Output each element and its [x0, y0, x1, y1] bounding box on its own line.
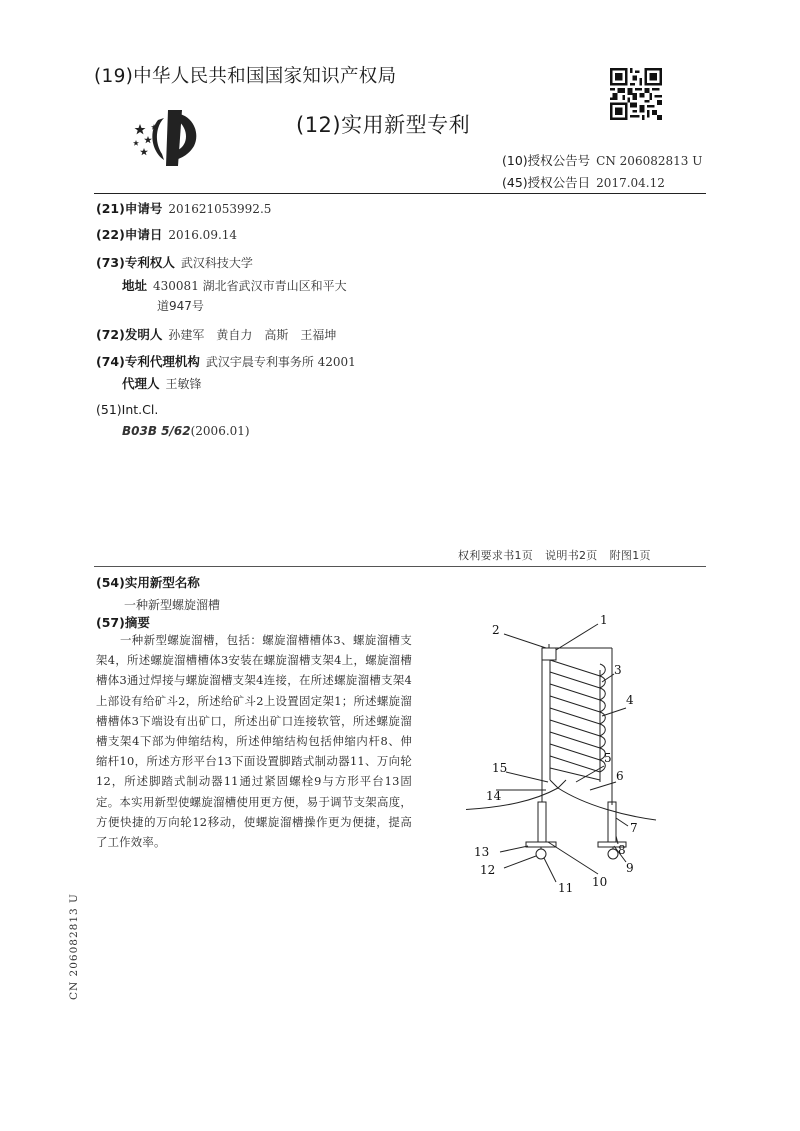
- publication-number-row: [502, 151, 702, 169]
- title-label: (54)实用新型名称: [96, 575, 200, 590]
- figure-label-14: 14: [486, 789, 502, 803]
- figure-label-7: 7: [630, 821, 638, 835]
- side-document-number: CN 206082813 U: [68, 893, 80, 1000]
- int-cl-code: B03B 5/62: [122, 424, 191, 438]
- utility-model-title: 一种新型螺旋溜槽: [124, 598, 221, 612]
- figure-label-5: 5: [604, 751, 612, 765]
- figure-label-11: 11: [558, 881, 574, 895]
- figure-label-3: 3: [614, 663, 622, 677]
- figure-label-4: 4: [626, 693, 634, 707]
- pub-number: CN 206082813 U: [596, 154, 703, 168]
- inventors-label: (72)发明人: [96, 327, 163, 342]
- application-date-row: [96, 225, 237, 243]
- figure-label-12: 12: [480, 863, 496, 877]
- inventors-row: [96, 325, 336, 343]
- agent-label: 代理人: [122, 376, 160, 391]
- spiral-chute-figure: [466, 610, 666, 910]
- publication-date-row: [502, 173, 665, 191]
- agency-label: (74)专利代理机构: [96, 354, 200, 369]
- claims-pages: 权利要求书1页: [458, 549, 534, 562]
- agent: 王敏锋: [165, 377, 202, 391]
- app-no: 201621053992.5: [168, 202, 272, 216]
- patentee: 武汉科技大学: [180, 256, 253, 270]
- int-cl-label: (51)Int.Cl.: [96, 402, 159, 417]
- int-cl-version: (2006.01): [190, 424, 250, 438]
- int-cl-row: [96, 402, 158, 417]
- app-no-label: (21)申请号: [96, 201, 163, 216]
- drawing-pages: 附图1页: [609, 549, 651, 562]
- pub-date-label: (45)授权公告日: [502, 175, 591, 190]
- figure-label-6: 6: [616, 769, 624, 783]
- description-pages: 说明书2页: [545, 549, 598, 562]
- agency: 武汉宇晨专利事务所 42001: [205, 355, 356, 369]
- app-date-label: (22)申请日: [96, 227, 163, 242]
- figure-label-10: 10: [592, 875, 608, 889]
- figure-label-15: 15: [492, 761, 508, 775]
- agent-row: [122, 374, 202, 392]
- address-label: 地址: [122, 278, 148, 293]
- figure-label-8: 8: [618, 843, 626, 857]
- figure-label-2: 2: [492, 623, 500, 637]
- figure-label-13: 13: [474, 845, 490, 859]
- agency-row: [96, 352, 356, 370]
- qr-code-icon: [610, 68, 662, 120]
- address-line1: 430081 湖北省武汉市青山区和平大: [153, 279, 347, 293]
- sipo-logo-icon: [128, 104, 212, 172]
- header-divider: [94, 193, 706, 194]
- figure-label-1: 1: [600, 613, 608, 627]
- inventors: 孙建军 黄自力 高斯 王福坤: [168, 328, 337, 342]
- app-date: 2016.09.14: [168, 228, 238, 242]
- body-divider: [94, 566, 706, 567]
- page-counts: [458, 547, 663, 563]
- address-line2: 道947号: [157, 299, 204, 313]
- pub-date: 2017.04.12: [596, 176, 665, 190]
- patent-type: (12)实用新型专利: [296, 113, 471, 137]
- figure-label-9: 9: [626, 861, 634, 875]
- application-number-row: [96, 199, 271, 217]
- address-row: [122, 276, 347, 294]
- patentee-row: [96, 253, 253, 271]
- abstract-text: 一种新型螺旋溜槽，包括：螺旋溜槽槽体3、螺旋溜槽支架4，所述螺旋溜槽槽体3安装在螺旋溜槽支架4上，螺旋溜槽槽体3通过焊接与螺旋溜槽支架4连接，在所述螺旋溜槽支架4上部设有给矿斗2，所述给矿斗2上设置固定架1；所述螺旋溜槽槽体3下端设有出矿口，所述出矿口连接软管，所述螺旋溜槽支架4下部为伸缩结构，所述伸缩结构包括伸缩内杆8、伸缩杆10，所述方形平台13下面设置脚踏式制动器11、万向轮12，所述脚踏式制动器11通过紧固螺栓9与方形平台13固定。本实用新型使螺旋溜槽使用更方便，易于调节支架高度，方便快捷的万向轮12移动，使螺旋溜槽操作更为便捷，提高了工作效率。: [96, 633, 412, 850]
- pub-number-label: (10)授权公告号: [502, 153, 591, 168]
- abstract-label: (57)摘要: [96, 615, 150, 630]
- patentee-label: (73)专利权人: [96, 255, 175, 270]
- int-cl-classification: [122, 424, 250, 438]
- office-name: (19)中华人民共和国国家知识产权局: [94, 66, 397, 87]
